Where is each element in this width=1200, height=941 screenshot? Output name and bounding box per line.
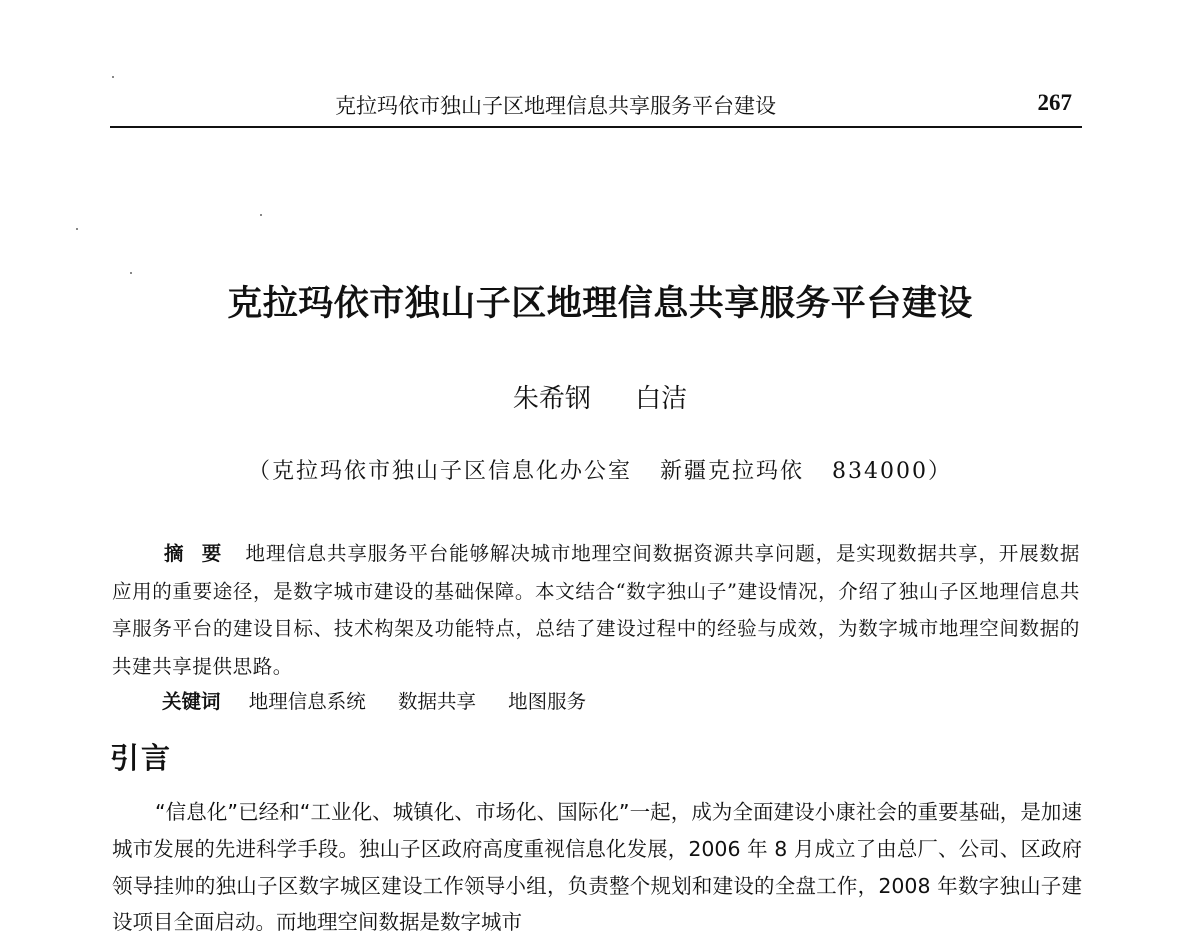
keywords <box>162 686 612 714</box>
section-heading: 引言 <box>110 741 173 775</box>
scan-speck <box>130 272 132 274</box>
affiliation-org: （克拉玛依市独山子区信息化办公室 <box>247 459 632 484</box>
keyword: 地理信息系统 <box>248 690 366 713</box>
keyword: 地图服务 <box>508 690 587 713</box>
abstract-label: 摘要 <box>164 542 240 565</box>
article-title: 克拉玛依市独山子区地理信息共享服务平台建设 <box>227 283 973 324</box>
running-header <box>110 86 1082 128</box>
keywords-label: 关键词 <box>162 690 221 713</box>
author-name: 朱希钢 <box>512 384 591 414</box>
abstract <box>112 535 1080 685</box>
keyword: 数据共享 <box>397 690 476 713</box>
section-body-text: “信息化”已经和“工业化、城镇化、市场化、国际化”一起，成为全面建设小康社会的重要基础，是加速城市发展的先进科学手段。独山子区政府高度重视信息化发展，2006 年 8 月成立了由总厂、公司、区政府领导挂帅的独山子区数字城区建设工作领导小组，负责整个规划和建设的全盘工作，2008 年数字独山子建设项目全面启动。而地理空间数据是数字城市 <box>112 800 1082 935</box>
author-list <box>0 378 1200 415</box>
running-header-title: 克拉玛依市独山子区地理信息共享服务平台建设 <box>335 94 776 118</box>
author-name: 白洁 <box>635 384 688 414</box>
scan-speck <box>260 214 262 216</box>
scan-speck <box>112 76 114 78</box>
abstract-text: 地理信息共享服务平台能够解决城市地理空间数据资源共享问题，是实现数据共享，开展数据应用的重要途径，是数字城市建设的基础保障。本文结合“数字独山子”建设情况，介绍了独山子区地理信息共享服务平台的建设目标、技术构架及功能特点，总结了建设过程中的经验与成效，为数字城市地理空间数据的共建共享提供思路。 <box>112 542 1080 678</box>
affiliation <box>0 454 1200 485</box>
affiliation-postcode: 834000） <box>832 459 952 484</box>
affiliation-place: 新疆克拉玛依 <box>660 459 805 484</box>
scan-speck <box>76 228 78 230</box>
page-number: 267 <box>1037 90 1072 115</box>
